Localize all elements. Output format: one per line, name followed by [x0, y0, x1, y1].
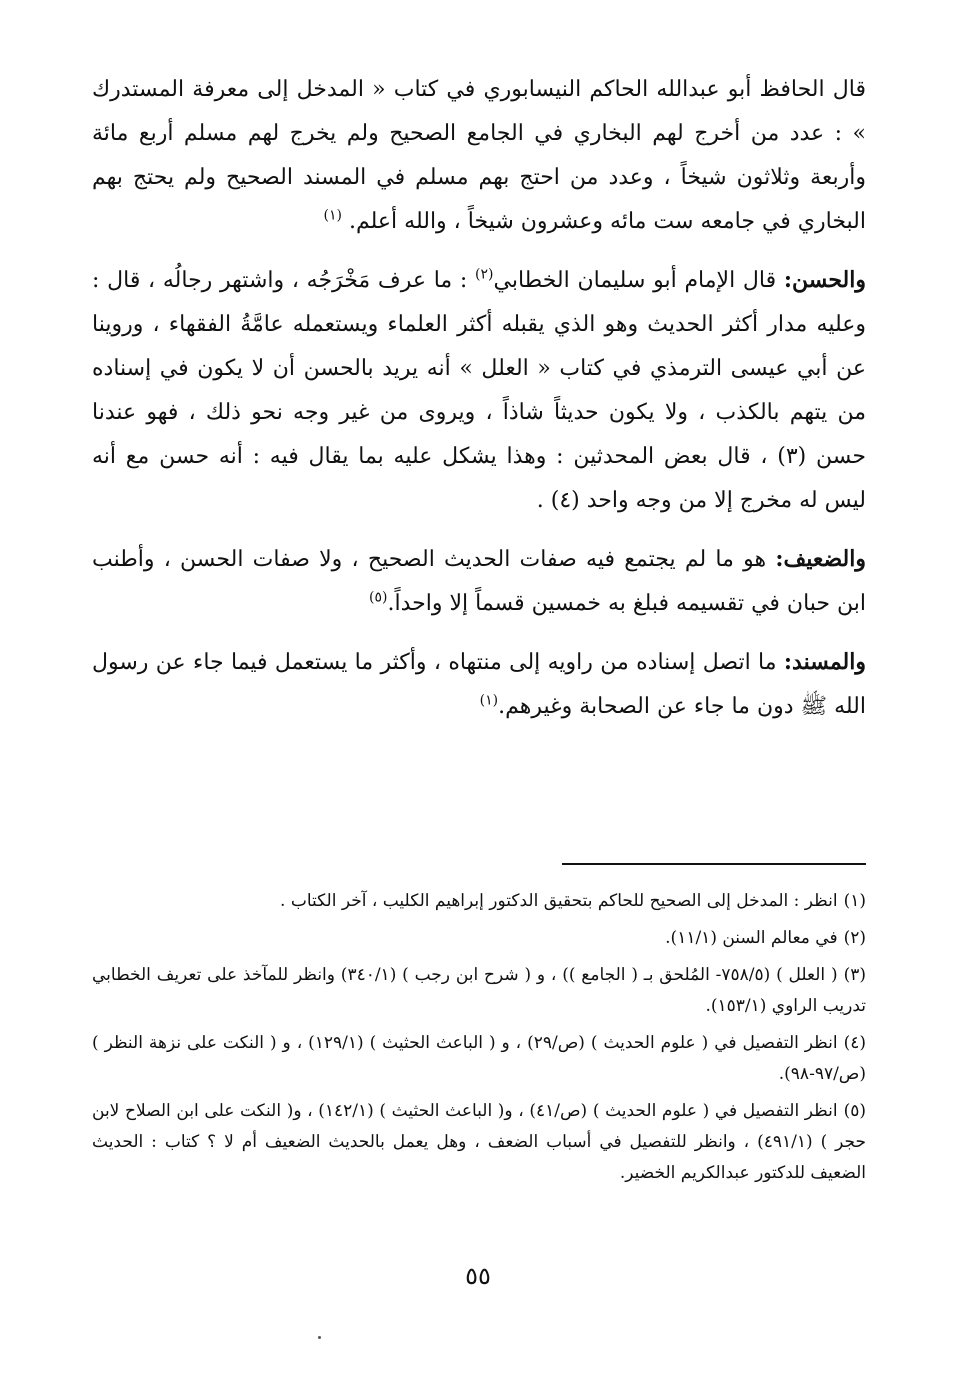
- footnote-reference[interactable]: (١): [479, 692, 499, 709]
- footnote-number: (٣): [843, 965, 867, 985]
- paragraph-text-continued: : ما عرف مَخْرَجُه ، واشتهر رجالُه ، قال : وعليه مدار أكثر الحديث وهو الذي يقبله أكثر العلماء ويستعمله عامَّةُ الفقهاء ، وروينا عن أبي عيسى الترمذي في كتاب « العلل » أنه يريد بالحسن أن لا يكون في إسناده من يتهم بالكذب ، ولا يكون حديثاً شاذاً ، ويروى من غير وجه نحو ذلك ، فهو عندنا حسن (٣) ، قال بعض المحدثين : وهذا يشكل عليه بما يقال فيه : أنه حسن مع أنه ليس له مخرج إلا من وجه واحد (٤) .: [92, 268, 866, 513]
- paragraph-daif: [92, 537, 866, 626]
- page-number: ٥٥: [465, 1262, 491, 1290]
- footnote-number: (٥): [843, 1101, 866, 1121]
- footnote-item: [92, 1096, 866, 1189]
- footnote-item: [92, 1028, 866, 1090]
- footnote-text: انظر التفصيل في ( علوم الحديث ) (ص/٢٩) ، و ( الباعث الحثيث ) (١٢٩/١) ، و ( النكت على نزهة النظر ) (ص/٩٧-٩٨).: [92, 1033, 866, 1084]
- footnote-item: [92, 960, 866, 1022]
- paragraph-text: هو ما لم يجتمع فيه صفات الحديث الصحيح ، ولا صفات الحسن ، وأطنب ابن حبان في تقسيمه فبلغ به خمسين قسماً إلا واحداً.: [92, 547, 866, 616]
- paragraph-text: قال الحافظ أبو عبدالله الحاكم النيسابوري في كتاب « المدخل إلى معرفة المستدرك » : عدد من أخرج لهم البخاري في الجامع الصحيح ولم يخرج لهم مسلم أربع مائة وأربعة وثلاثون شيخاً ، وعدد من احتج بهم مسلم في المسند الصحيح ولم يحتج بهم البخاري في جامعه ست مائه وعشرون شيخاً ، والله أعلم.: [92, 77, 866, 234]
- footnote-number: (٤): [843, 1033, 866, 1053]
- footnotes-section: [92, 886, 866, 1195]
- term-heading: والحسن:: [783, 267, 866, 293]
- footnote-text: في معالم السنن (١١/١).: [665, 928, 838, 948]
- paragraph-hakim: [92, 68, 866, 244]
- footnote-item: [92, 923, 866, 954]
- footnote-reference[interactable]: (١): [323, 207, 343, 224]
- paragraph-musnad: [92, 640, 866, 729]
- footnote-number: (١): [843, 891, 866, 911]
- paragraph-text: ما اتصل إسناده من راويه إلى منتهاه ، وأكثر ما يستعمل فيما جاء عن رسول الله ﷺ دون ما جاء عن الصحابة وغيرهم.: [92, 650, 866, 719]
- footnote-text: ( العلل ) (٧٥٨/٥- المُلحق بـ ( الجامع )) ، و ( شرح ابن رجب ) (٣٤٠/١) وانظر للمآخذ على تعريف الخطابي تدريب الراوي (١٥٣/١).: [92, 965, 866, 1016]
- paragraph-hasan: [92, 258, 866, 523]
- term-heading: والضعيف:: [775, 546, 866, 572]
- footnote-reference[interactable]: (٢): [475, 266, 494, 283]
- footnote-text: انظر : المدخل إلى الصحيح للحاكم بتحقيق الدكتور إبراهيم الكليب ، آخر الكتاب .: [280, 891, 838, 911]
- scan-speck: [318, 1336, 321, 1339]
- footnote-text: انظر التفصيل في ( علوم الحديث ) (ص/٤١) ، و( الباعث الحثيث ) (١٤٢/١) ، و( النكت على ابن الصلاح لابن حجر ) (٤٩١/١) ، وانظر للتفصيل في أسباب الضعف ، وهل يعمل بالحديث الضعيف أم لا ؟ كتاب : الحديث الضعيف للدكتور عبدالكريم الخضير.: [92, 1101, 867, 1183]
- paragraph-text: قال الإمام أبو سليمان الخطابي: [493, 268, 784, 293]
- footnote-separator: [562, 863, 866, 865]
- footnote-item: [92, 886, 866, 917]
- footnote-number: (٢): [843, 928, 866, 948]
- term-heading: والمسند:: [783, 649, 866, 675]
- footnote-reference[interactable]: (٥): [369, 589, 388, 606]
